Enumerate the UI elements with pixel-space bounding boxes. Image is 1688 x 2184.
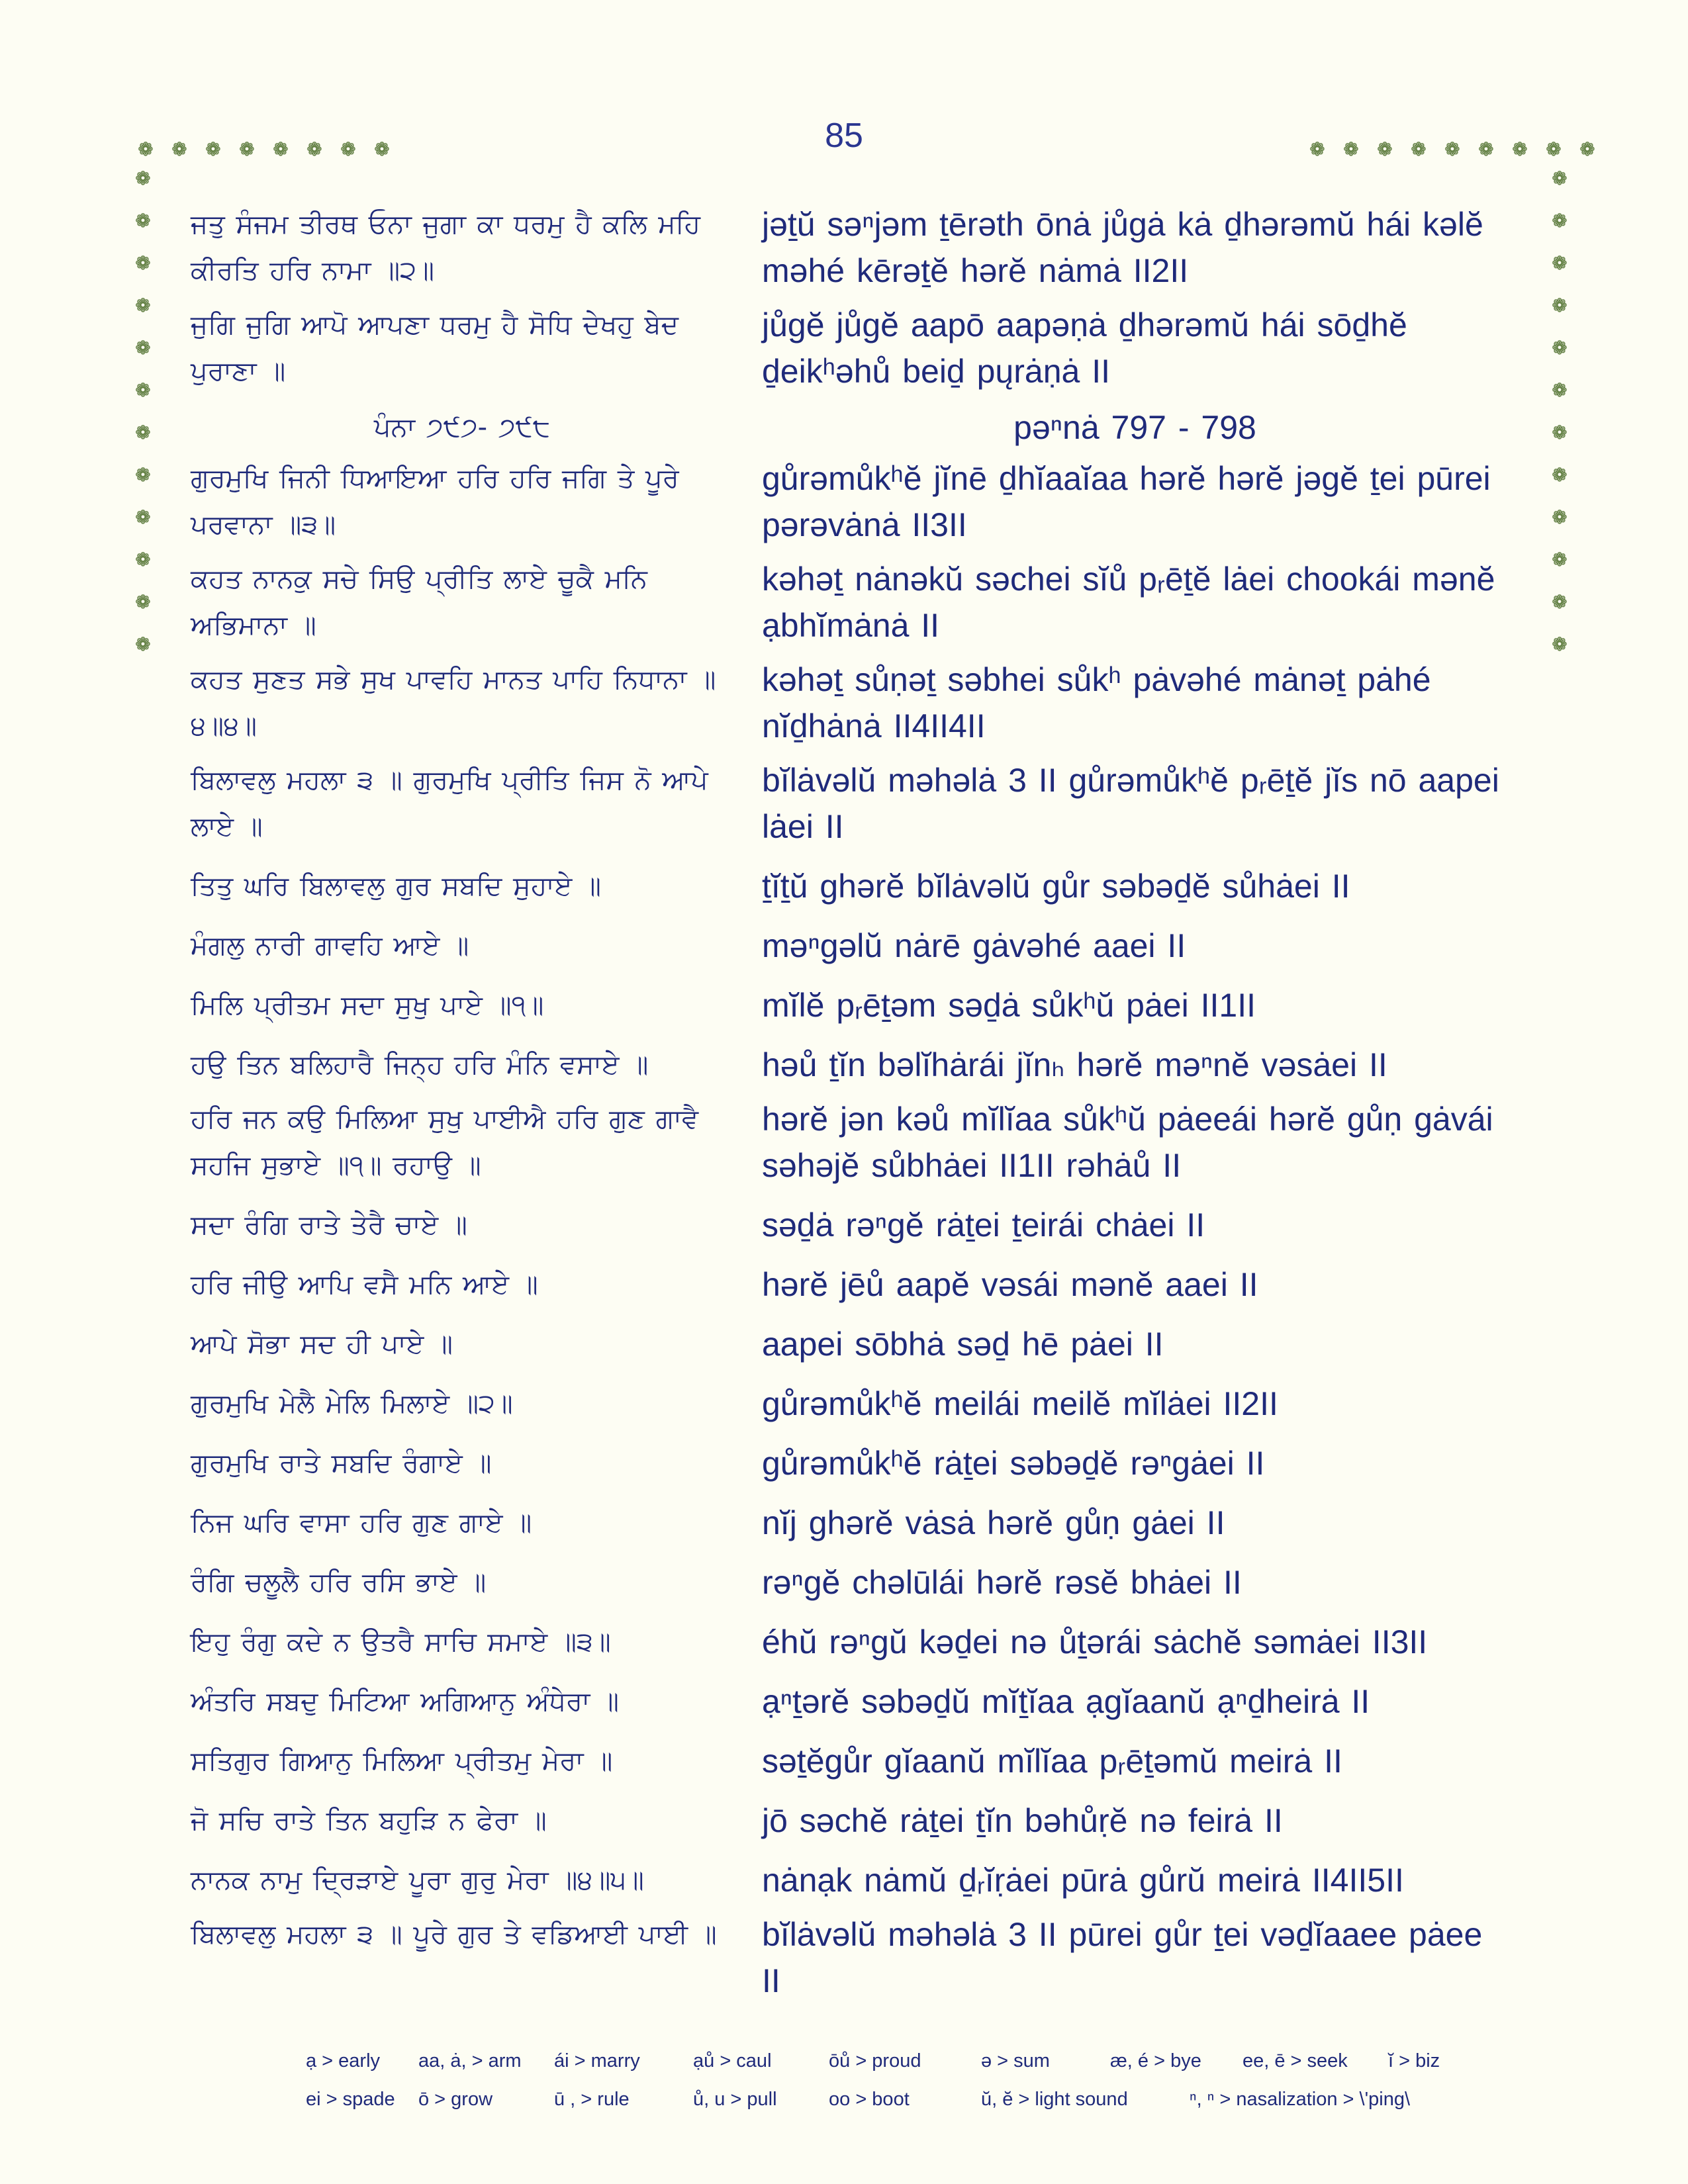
legend-item: ōů > proud — [829, 2050, 921, 2071]
verse-row — [191, 916, 1508, 976]
transliteration-text: nȧnạk nȧmŭ ḏᵣĭṛȧei pūrȧ gůrŭ meirȧ II4II5II — [762, 1862, 1404, 1899]
flower-ornament-icon: ❁ — [1309, 138, 1325, 160]
flower-ornament-icon: ❁ — [135, 210, 151, 232]
legend-item: ū , > rule — [554, 2088, 630, 2110]
verse-row — [191, 976, 1508, 1035]
gurmukhi-text: ਗੁਰਮੁਖਿ ਮੇਲੈ ਮੇਲਿ ਮਿਲਾਏ ॥੨॥ — [191, 1388, 513, 1419]
verse-row — [191, 1910, 1508, 2011]
flower-ornament-icon: ❁ — [135, 591, 151, 613]
legend-item: ů, u > pull — [693, 2088, 777, 2110]
verse-row — [191, 1612, 1508, 1672]
flower-ornament-icon: ❁ — [1552, 379, 1568, 401]
flower-ornament-icon: ❁ — [1552, 337, 1568, 359]
page-range-gurmukhi: ਪੰਨਾ ੭੯੭- ੭੯੮ — [373, 412, 551, 443]
transliteration-text: məⁿgəlŭ nȧrē gȧvəhé aaei II — [762, 927, 1186, 964]
flower-ornament-icon: ❁ — [1552, 295, 1568, 316]
flower-ornament-icon: ❁ — [135, 422, 151, 443]
transliteration-text: səḏȧ rəⁿgĕ rȧṯei ṯeirái chȧei II — [762, 1206, 1205, 1244]
gurmukhi-text: ਅੰਤਰਿ ਸਬਦੁ ਮਿਟਿਆ ਅਗਿਆਨੁ ਅੰਧੇਰਾ ॥ — [191, 1686, 620, 1717]
verse-row — [191, 1095, 1508, 1195]
flower-ornament-icon: ❁ — [273, 138, 289, 160]
verse-row — [191, 1035, 1508, 1095]
transliteration-text: gůrəmůkʰĕ jĭnē ḏhĭaaĭaa hərĕ hərĕ jəgĕ ṯei pūrei pərəvȧnȧ II3II — [762, 460, 1491, 543]
flower-ornament-icon: ❁ — [1552, 422, 1568, 443]
flower-ornament-icon: ❁ — [135, 167, 151, 189]
gurmukhi-text: ਗੁਰਮੁਖਿ ਜਿਨੀ ਧਿਆਇਆ ਹਰਿ ਹਰਿ ਜਗਿ ਤੇ ਪੂਰੇ ਪਰਵਾਨਾ ॥੩॥ — [191, 463, 679, 540]
transliteration-text: gůrəmůkʰĕ meilái meilĕ mĭlȧei II2II — [762, 1385, 1278, 1422]
verse-row — [191, 1433, 1508, 1493]
verse-row — [191, 1314, 1508, 1374]
gurmukhi-text: ਬਿਲਾਵਲੁ ਮਹਲਾ ੩ ॥ ਪੂਰੇ ਗੁਰ ਤੇ ਵਡਿਆਈ ਪਾਈ ॥ — [191, 1919, 717, 1950]
verse-row — [191, 1791, 1508, 1850]
gurmukhi-text: ਗੁਰਮੁਖਿ ਰਾਤੇ ਸਬਦਿ ਰੰਗਾਏ ॥ — [191, 1448, 492, 1479]
ornament-top-left — [132, 136, 395, 163]
transliteration-text: jůgĕ jůgĕ aapō aapəṇȧ ḏhərəmŭ hái sōḏhĕ ḏeikʰəhů beiḏ pųrȧṇȧ II — [762, 306, 1407, 390]
transliteration-text: hərĕ jən kəů mĭlĭaa sůkʰŭ pȧeeái hərĕ gůṇ gȧvái səhəjĕ sůbhȧei II1II rəhȧů II — [762, 1101, 1493, 1184]
gurmukhi-text: ਇਹੁ ਰੰਗੁ ਕਦੇ ਨ ਉਤਰੈ ਸਾਚਿ ਸਮਾਏ ॥੩॥ — [191, 1627, 611, 1657]
transliteration-text: kəhəṯ sůṇəṯ səbhei sůkʰ pȧvəhé mȧnəṯ pȧhé nĭḏhȧnȧ II4II4II — [762, 661, 1431, 745]
flower-ornament-icon: ❁ — [1343, 138, 1359, 160]
gurmukhi-text: ਹਉ ਤਿਨ ਬਲਿਹਾਰੈ ਜਿਨ੍ਹ ਹਰਿ ਮੰਨਿ ਵਸਾਏ ॥ — [191, 1050, 649, 1080]
flower-ornament-icon: ❁ — [1552, 464, 1568, 486]
verse-row — [191, 1255, 1508, 1314]
flower-ornament-icon: ❁ — [239, 138, 255, 160]
transliteration-text: jō səchĕ rȧṯei ṯĭn bəhůṛĕ nə feirȧ II — [762, 1802, 1283, 1839]
transliteration-text: mĭlĕ pᵣēṯəm səḏȧ sůkʰŭ pȧei II1II — [762, 987, 1256, 1024]
page-range-heading — [191, 401, 1508, 454]
gurmukhi-text: ਜੁਗਿ ਜੁਗਿ ਆਪੋ ਆਪਣਾ ਧਰਮੁ ਹੈ ਸੋਧਿ ਦੇਖਹੁ ਬੇਦ ਪੁਰਾਣਾ ॥ — [191, 310, 679, 387]
ornament-right-column — [1546, 165, 1573, 658]
legend-row — [306, 2042, 1471, 2080]
ornament-top-right — [1304, 136, 1601, 163]
flower-ornament-icon: ❁ — [1579, 138, 1595, 160]
flower-ornament-icon: ❁ — [1512, 138, 1528, 160]
legend-row — [306, 2080, 1471, 2118]
verse-row — [191, 856, 1508, 916]
gurmukhi-text: ਮੰਗਲੁ ਨਾਰੀ ਗਾਵਹਿ ਆਏ ॥ — [191, 931, 469, 961]
flower-ornament-icon: ❁ — [135, 464, 151, 486]
transliteration-text: həů ṯĭn bəlĭhȧrái jĭnₕ hərĕ məⁿnĕ vəsȧei II — [762, 1046, 1387, 1083]
flower-ornament-icon: ❁ — [1377, 138, 1393, 160]
gurmukhi-text: ਕਹਤ ਨਾਨਕੁ ਸਚੇ ਸਿਉ ਪ੍ਰੀਤਿ ਲਾਏ ਚੂਕੈ ਮਨਿ ਅਭਿਮਾਨਾ ॥ — [191, 564, 647, 641]
gurmukhi-text: ਸਤਿਗੁਰ ਗਿਆਨੁ ਮਿਲਿਆ ਪ੍ਰੀਤਮੁ ਮੇਰਾ ॥ — [191, 1746, 613, 1776]
flower-ornament-icon: ❁ — [306, 138, 322, 160]
flower-ornament-icon: ❁ — [1552, 633, 1568, 655]
verse-row — [191, 200, 1508, 300]
verse-row — [191, 1195, 1508, 1255]
legend-item: æ, é > bye — [1110, 2050, 1201, 2071]
flower-ornament-icon: ❁ — [135, 549, 151, 570]
transliteration-text: jəṯŭ səⁿjəm ṯērəth ōnȧ jůgȧ kȧ ḏhərəmŭ hái kəlĕ məhé kērəṯĕ hərĕ nȧmȧ II2II — [762, 206, 1483, 289]
gurmukhi-text: ਨਿਜ ਘਰਿ ਵਾਸਾ ਹਰਿ ਗੁਣ ਗਾਏ ॥ — [191, 1508, 532, 1538]
verse-row — [191, 300, 1508, 401]
flower-ornament-icon: ❁ — [1552, 506, 1568, 528]
gurmukhi-text: ਮਿਲਿ ਪ੍ਰੀਤਮ ਸਦਾ ਸੁਖੁ ਪਾਏ ॥੧॥ — [191, 990, 544, 1021]
gurmukhi-text: ਬਿਲਾਵਲੁ ਮਹਲਾ ੩ ॥ ਗੁਰਮੁਖਿ ਪ੍ਰੀਤਿ ਜਿਸ ਨੋ ਆਪੇ ਲਾਏ ॥ — [191, 765, 708, 842]
flower-ornament-icon: ❁ — [374, 138, 390, 160]
transliteration-text: aapei sōbhȧ səḏ hē pȧei II — [762, 1326, 1164, 1363]
legend-item: ō > grow — [418, 2088, 493, 2110]
legend-item: ⁿ, ⁿ > nasalization > \'ping\ — [1190, 2088, 1411, 2110]
gurmukhi-text: ਨਾਨਕ ਨਾਮੁ ਦ੍ਰਿੜਾਏ ਪੂਰਾ ਗੁਰੁ ਮੇਰਾ ॥੪॥੫॥ — [191, 1865, 644, 1895]
flower-ornament-icon: ❁ — [135, 295, 151, 316]
gurmukhi-text: ਤਿਤੁ ਘਰਿ ਬਿਲਾਵਲੁ ਗੁਰ ਸਬਦਿ ਸੁਹਾਏ ॥ — [191, 871, 602, 901]
gurmukhi-text: ਕਹਤ ਸੁਣਤ ਸਭੇ ਸੁਖ ਪਾਵਹਿ ਮਾਨਤ ਪਾਹਿ ਨਿਧਾਨਾ ॥੪॥੪॥ — [191, 664, 716, 741]
flower-ornament-icon: ❁ — [138, 138, 154, 160]
flower-ornament-icon: ❁ — [1552, 210, 1568, 232]
flower-ornament-icon: ❁ — [1444, 138, 1460, 160]
flower-ornament-icon: ❁ — [1546, 138, 1562, 160]
legend-item: aa, ȧ, > arm — [418, 2050, 522, 2071]
flower-ornament-icon: ❁ — [340, 138, 356, 160]
transliteration-text: nĭj ghərĕ vȧsȧ hərĕ gůṇ gȧei II — [762, 1504, 1225, 1541]
legend-item: ĭ > biz — [1388, 2050, 1440, 2071]
flower-ornament-icon: ❁ — [135, 252, 151, 274]
gurmukhi-text: ਆਪੇ ਸੋਭਾ ਸਦ ਹੀ ਪਾਏ ॥ — [191, 1329, 453, 1359]
verse-row — [191, 1850, 1508, 1910]
pronunciation-legend — [306, 2042, 1471, 2118]
verse-row — [191, 555, 1508, 655]
flower-ornament-icon: ❁ — [135, 337, 151, 359]
legend-item: ạ > early — [306, 2050, 381, 2071]
transliteration-text: səṯĕgůr gĭaanŭ mĭlĭaa pᵣēṯəmŭ meirȧ II — [762, 1743, 1342, 1780]
verse-row — [191, 454, 1508, 555]
flower-ornament-icon: ❁ — [135, 379, 151, 401]
legend-item: ei > spade — [306, 2088, 395, 2110]
legend-item: ạů > caul — [693, 2050, 772, 2071]
transliteration-text: rəⁿgĕ chəlūlái hərĕ rəsĕ bhȧei II — [762, 1564, 1242, 1601]
gurmukhi-text: ਜਤੁ ਸੰਜਮ ਤੀਰਥ ਓਨਾ ਜੁਗਾ ਕਾ ਧਰਮੁ ਹੈ ਕਲਿ ਮਹਿ ਕੀਰਤਿ ਹਰਿ ਨਾਮਾ ॥੨॥ — [191, 209, 701, 286]
page-number: 85 — [825, 116, 863, 155]
verse-row — [191, 655, 1508, 756]
verse-row — [191, 756, 1508, 856]
transliteration-text: kəhəṯ nȧnəkŭ səchei sĭů pᵣēṯĕ lȧei chookái mənĕ ạbhĭmȧnȧ II — [762, 561, 1495, 644]
verse-row — [191, 1672, 1508, 1731]
flower-ornament-icon: ❁ — [135, 633, 151, 655]
transliteration-text: hərĕ jēů aapĕ vəsái mənĕ aaei II — [762, 1266, 1258, 1303]
transliteration-text: ṯĭṯŭ ghərĕ bĭlȧvəlŭ gůr səbəḏĕ sůhȧei II — [762, 868, 1350, 905]
legend-item: ŭ, ĕ > light sound — [981, 2088, 1128, 2110]
gurmukhi-text: ਜੋ ਸਚਿ ਰਾਤੇ ਤਿਨ ਬਹੁੜਿ ਨ ਫੇਰਾ ॥ — [191, 1805, 547, 1836]
verse-row — [191, 1731, 1508, 1791]
gurmukhi-text: ਸਦਾ ਰੰਗਿ ਰਾਤੇ ਤੇਰੈ ਚਾਏ ॥ — [191, 1210, 467, 1240]
legend-item: ee, ē > seek — [1243, 2050, 1348, 2071]
transliteration-text: éhŭ rəⁿgŭ kəḏei nə ůṯərái sȧchĕ səmȧei II3II — [762, 1623, 1428, 1661]
flower-ornament-icon: ❁ — [1552, 252, 1568, 274]
flower-ornament-icon: ❁ — [171, 138, 187, 160]
gurmukhi-text: ਰੰਗਿ ਚਲੂਲੈ ਹਰਿ ਰਸਿ ਭਾਏ ॥ — [191, 1567, 487, 1598]
transliteration-text: ạⁿṯərĕ səbəḏŭ mĭṯĭaa ạgĭaanŭ ạⁿḏheirȧ II — [762, 1683, 1370, 1720]
flower-ornament-icon: ❁ — [1552, 549, 1568, 570]
verse-row — [191, 1493, 1508, 1553]
flower-ornament-icon: ❁ — [205, 138, 221, 160]
verse-table — [191, 200, 1508, 2011]
legend-item: ə > sum — [981, 2050, 1050, 2071]
legend-item: oo > boot — [829, 2088, 910, 2110]
ornament-left-column — [130, 165, 156, 658]
transliteration-text: gůrəmůkʰĕ rȧṯei səbəḏĕ rəⁿgȧei II — [762, 1445, 1265, 1482]
transliteration-text: bĭlȧvəlŭ məhəlȧ 3 II pūrei gůr ṯei vəḏĭaaee pȧee II — [762, 1916, 1483, 1999]
flower-ornament-icon: ❁ — [1552, 591, 1568, 613]
transliteration-text: bĭlȧvəlŭ məhəlȧ 3 II gůrəmůkʰĕ pᵣēṯĕ jĭs nō aapei lȧei II — [762, 762, 1499, 845]
flower-ornament-icon: ❁ — [135, 506, 151, 528]
verse-row — [191, 1374, 1508, 1433]
flower-ornament-icon: ❁ — [1552, 167, 1568, 189]
page-range-translit: pəⁿnȧ 797 - 798 — [1013, 409, 1256, 446]
flower-ornament-icon: ❁ — [1411, 138, 1427, 160]
verse-row — [191, 1553, 1508, 1612]
gurmukhi-text: ਹਰਿ ਜਨ ਕਉ ਮਿਲਿਆ ਸੁਖੁ ਪਾਈਐ ਹਰਿ ਗੁਣ ਗਾਵੈ ਸਹਜਿ ਸੁਭਾਏ ॥੧॥ ਰਹਾਉ ॥ — [191, 1104, 698, 1181]
flower-ornament-icon: ❁ — [1478, 138, 1494, 160]
gurmukhi-text: ਹਰਿ ਜੀਉ ਆਪਿ ਵਸੈ ਮਨਿ ਆਏ ॥ — [191, 1269, 538, 1300]
legend-item: ái > marry — [554, 2050, 640, 2071]
